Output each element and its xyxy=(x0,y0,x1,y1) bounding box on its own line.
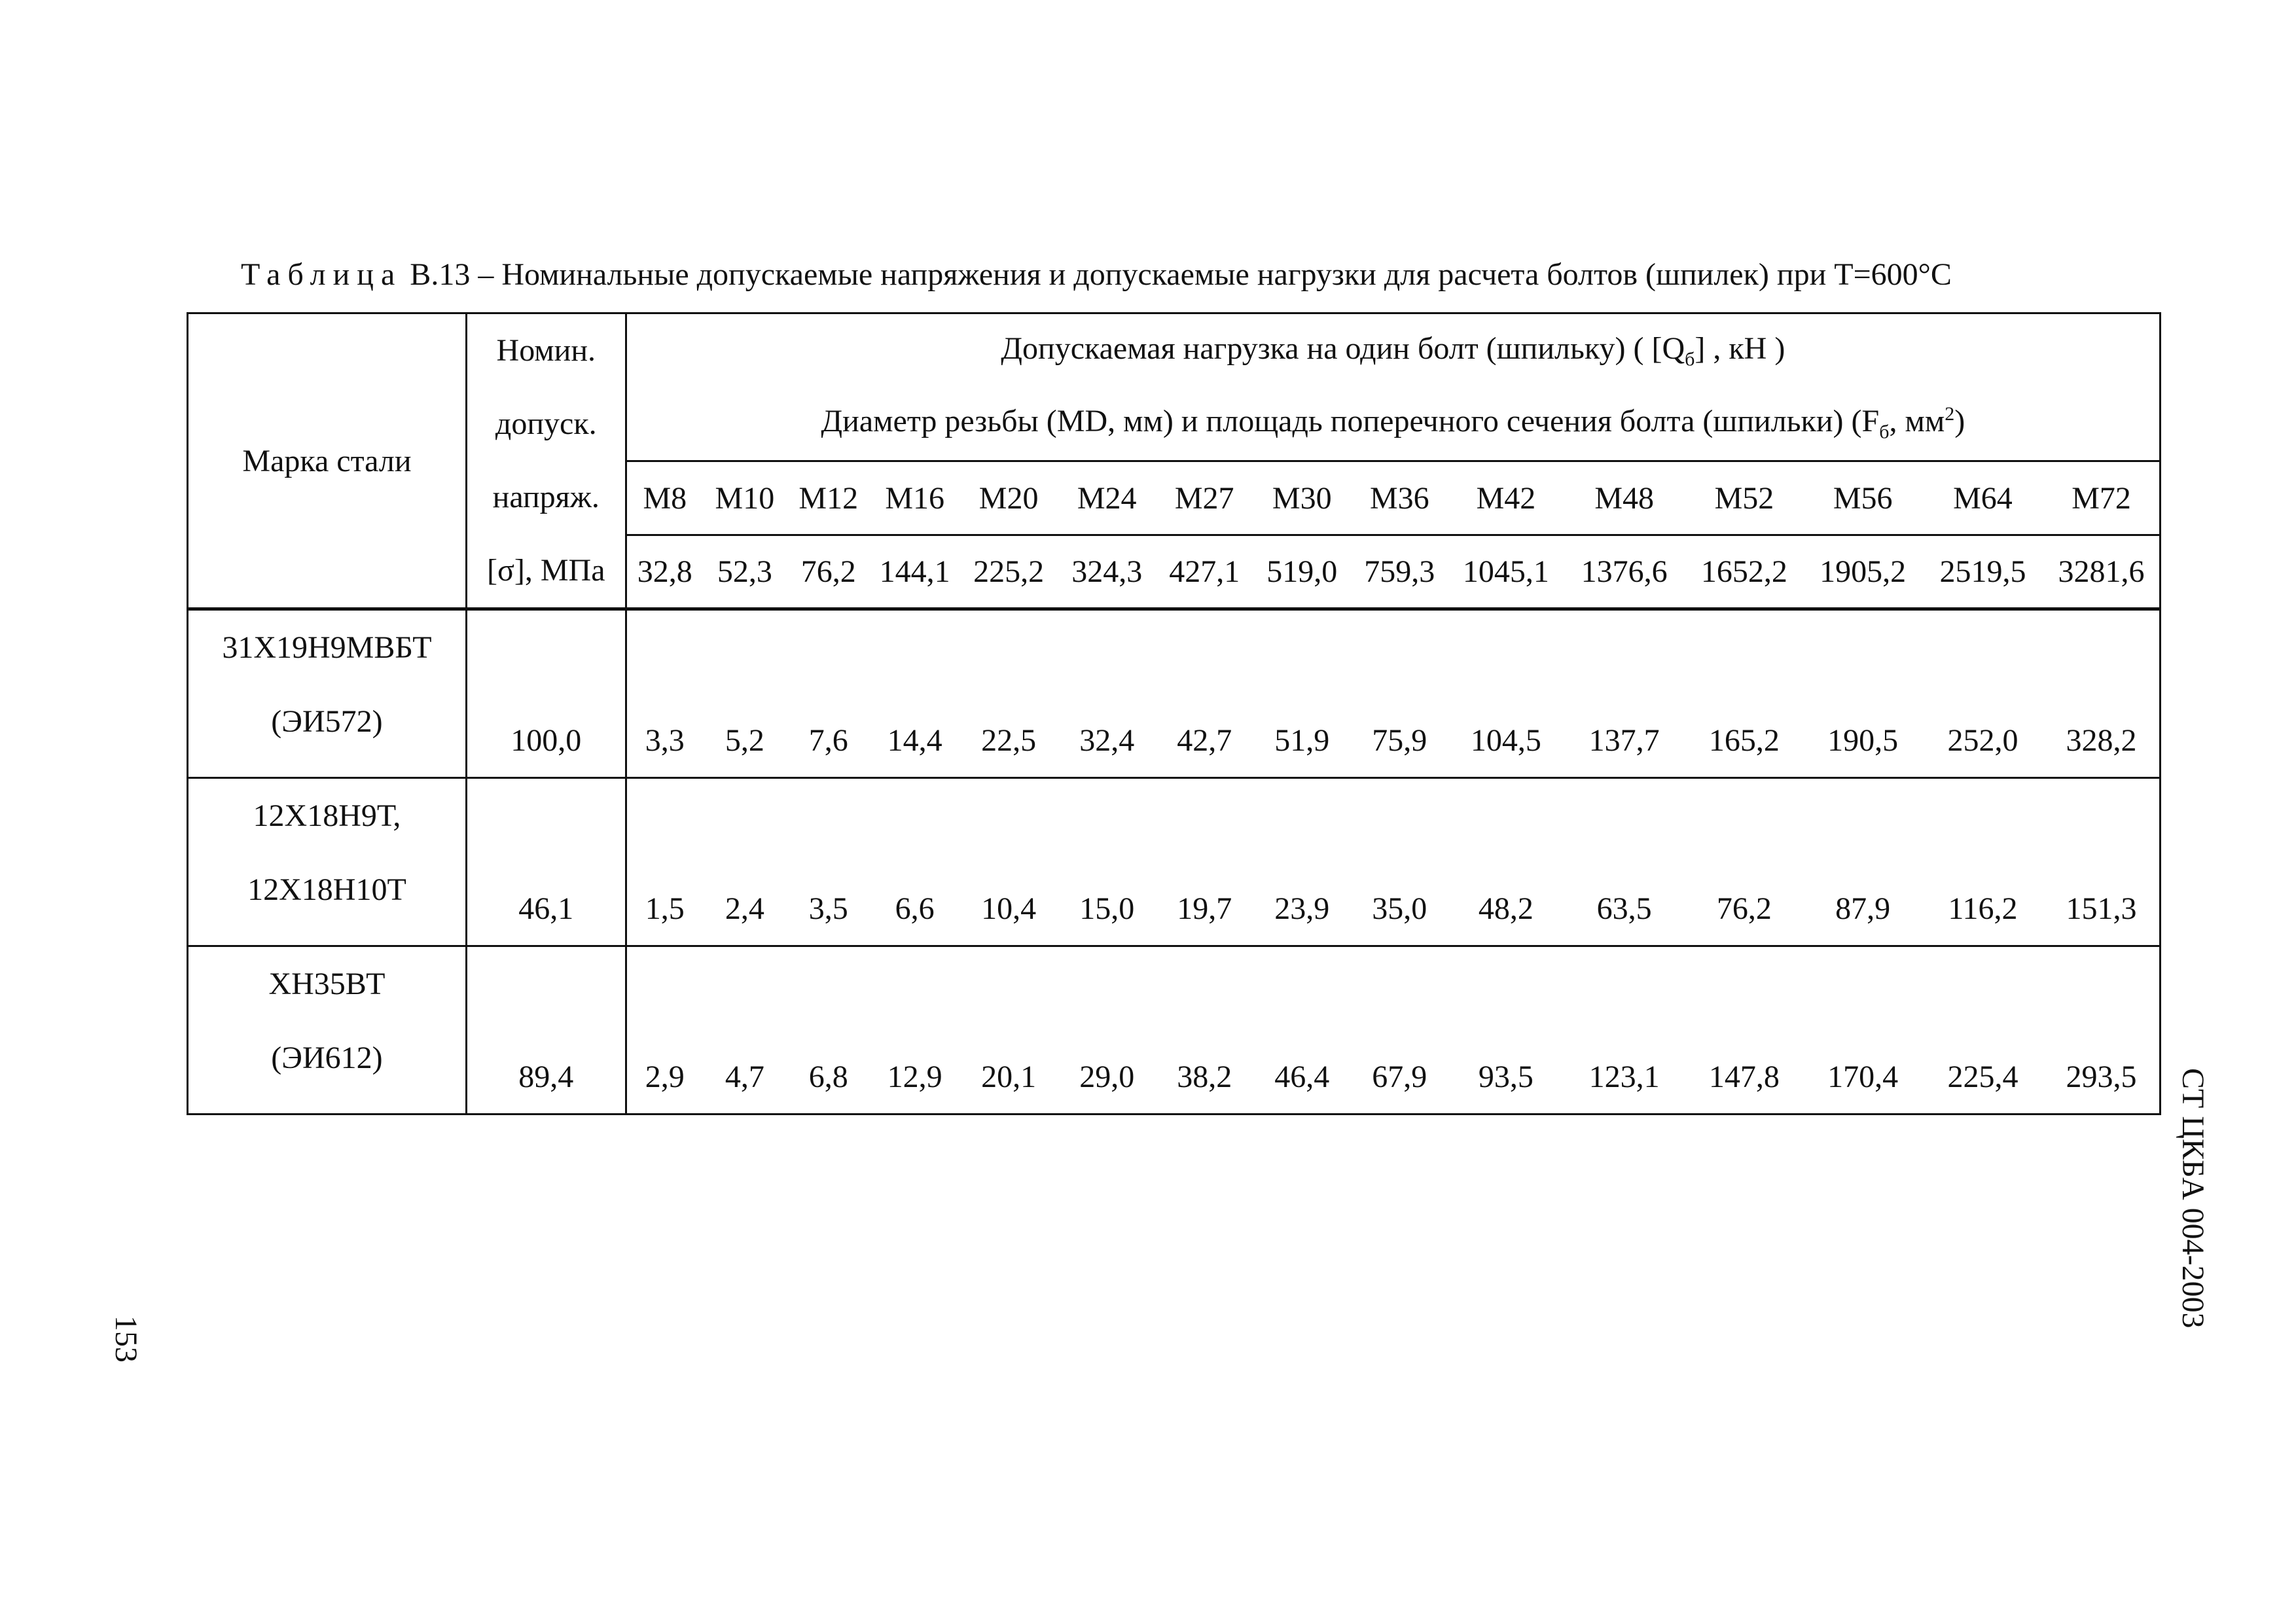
load-value-cell: 165,2 xyxy=(1685,609,1803,778)
caption-text: В.13 – Номинальные допускаемые напряжения и допускаемые нагрузки для расчета болтов (шпилек) при Т=600°С xyxy=(410,257,1952,292)
load-value-cell: 6,8 xyxy=(787,946,870,1115)
table-row xyxy=(188,609,2161,778)
area-cell: 52,3 xyxy=(703,535,787,609)
header-allowable-load xyxy=(626,313,2160,387)
steel-grade-cell xyxy=(188,946,467,1115)
load-value-cell: 3,3 xyxy=(626,609,703,778)
area-cell: 76,2 xyxy=(787,535,870,609)
diameter-cell: M30 xyxy=(1253,461,1351,535)
load-value-cell: 151,3 xyxy=(2043,778,2160,946)
load-header: Допускаемая нагрузка на один болт (шпильку) ( $[Q_б]$ , кН ) xyxy=(1001,330,1785,370)
load-value-cell: 76,2 xyxy=(1685,778,1803,946)
load-value-cell: 116,2 xyxy=(1922,778,2043,946)
load-value-cell: 32,4 xyxy=(1058,609,1156,778)
header-nominal-stress: Номин. допуск. напряж. [σ], МПа xyxy=(466,313,626,609)
area-cell: 519,0 xyxy=(1253,535,1351,609)
load-value-cell: 38,2 xyxy=(1156,946,1253,1115)
area-cell: 1652,2 xyxy=(1685,535,1803,609)
load-value-cell: 6,6 xyxy=(870,778,960,946)
diameter-cell: M12 xyxy=(787,461,870,535)
load-value-cell: 15,0 xyxy=(1058,778,1156,946)
load-value-cell: 170,4 xyxy=(1804,946,1922,1115)
diameter-cell: M72 xyxy=(2043,461,2160,535)
area-cell: 427,1 xyxy=(1156,535,1253,609)
steel-grade-cell xyxy=(188,778,467,946)
area-cell: 225,2 xyxy=(960,535,1058,609)
diameter-cell: M10 xyxy=(703,461,787,535)
diameter-cell: M48 xyxy=(1564,461,1685,535)
diameter-cell: M52 xyxy=(1685,461,1803,535)
caption-prefix: Таблица xyxy=(241,257,403,292)
load-value-cell: 3,5 xyxy=(787,778,870,946)
header-thread-diameter xyxy=(626,387,2160,461)
area-cell: 324,3 xyxy=(1058,535,1156,609)
load-value-cell: 1,5 xyxy=(626,778,703,946)
load-value-cell: 20,1 xyxy=(960,946,1058,1115)
area-cell: 144,1 xyxy=(870,535,960,609)
header-steel-grade: Марка стали xyxy=(188,313,467,609)
load-value-cell: 4,7 xyxy=(703,946,787,1115)
diameter-cell: M56 xyxy=(1804,461,1922,535)
load-value-cell: 147,8 xyxy=(1685,946,1803,1115)
load-value-cell: 2,9 xyxy=(626,946,703,1115)
load-value-cell: 10,4 xyxy=(960,778,1058,946)
load-value-cell: 23,9 xyxy=(1253,778,1351,946)
nominal-stress-cell: 89,4 xyxy=(466,946,626,1115)
diameter-cell: M24 xyxy=(1058,461,1156,535)
table-row xyxy=(188,946,2161,1115)
load-value-cell: 48,2 xyxy=(1448,778,1564,946)
load-value-cell: 190,5 xyxy=(1804,609,1922,778)
load-value-cell: 46,4 xyxy=(1253,946,1351,1115)
load-value-cell: 67,9 xyxy=(1351,946,1448,1115)
load-value-cell: 2,4 xyxy=(703,778,787,946)
diameter-cell: M20 xyxy=(960,461,1058,535)
load-value-cell: 29,0 xyxy=(1058,946,1156,1115)
load-value-cell: 93,5 xyxy=(1448,946,1564,1115)
steel-grade-cell xyxy=(188,609,467,778)
load-value-cell: 35,0 xyxy=(1351,778,1448,946)
diameter-cell: M8 xyxy=(626,461,703,535)
load-value-cell: 42,7 xyxy=(1156,609,1253,778)
load-value-cell: 19,7 xyxy=(1156,778,1253,946)
stress-load-table xyxy=(187,312,2161,1094)
load-value-cell: 75,9 xyxy=(1351,609,1448,778)
area-cell: 32,8 xyxy=(626,535,703,609)
area-cell: 1905,2 xyxy=(1804,535,1922,609)
area-cell: 759,3 xyxy=(1351,535,1448,609)
load-value-cell: 328,2 xyxy=(2043,609,2160,778)
steel-grade-line: 31Х19Н9МВБТ xyxy=(222,630,432,665)
area-cell: 1376,6 xyxy=(1564,535,1685,609)
table-row xyxy=(188,778,2161,946)
data-grid xyxy=(187,312,2161,1115)
steel-grade-line: (ЭИ612) xyxy=(271,1041,383,1075)
load-value-cell: 12,9 xyxy=(870,946,960,1115)
diameter-cell: M16 xyxy=(870,461,960,535)
load-value-cell: 22,5 xyxy=(960,609,1058,778)
load-value-cell: 51,9 xyxy=(1253,609,1351,778)
load-value-cell: 63,5 xyxy=(1564,778,1685,946)
steel-grade-line: 12Х18Н10Т xyxy=(247,872,406,907)
diameter-cell: M36 xyxy=(1351,461,1448,535)
steel-grade-line: 12Х18Н9Т, xyxy=(253,798,401,833)
load-value-cell: 7,6 xyxy=(787,609,870,778)
load-value-cell: 87,9 xyxy=(1804,778,1922,946)
load-value-cell: 14,4 xyxy=(870,609,960,778)
load-value-cell: 293,5 xyxy=(2043,946,2160,1115)
table-caption xyxy=(241,249,2185,301)
area-cell: 3281,6 xyxy=(2043,535,2160,609)
diameter-cell: M64 xyxy=(1922,461,2043,535)
document-code: СТ ЦКБА 004-2003 xyxy=(2176,1068,2210,1329)
load-value-cell: 137,7 xyxy=(1564,609,1685,778)
diameter-cell: M42 xyxy=(1448,461,1564,535)
steel-grade-line: ХН35ВТ xyxy=(268,967,386,1001)
area-cell: 1045,1 xyxy=(1448,535,1564,609)
nominal-stress-cell: 100,0 xyxy=(466,609,626,778)
area-cell: 2519,5 xyxy=(1922,535,2043,609)
load-value-cell: 225,4 xyxy=(1922,946,2043,1115)
diameter-header: Диаметр резьбы (MD, мм) и площадь поперечного сечения болта (шпильки) ($F_б$, $мм^2$) xyxy=(821,403,1965,444)
steel-grade-line: (ЭИ572) xyxy=(271,704,383,739)
load-value-cell: 5,2 xyxy=(703,609,787,778)
diameter-cell: M27 xyxy=(1156,461,1253,535)
load-value-cell: 104,5 xyxy=(1448,609,1564,778)
load-value-cell: 252,0 xyxy=(1922,609,2043,778)
nominal-stress-cell: 46,1 xyxy=(466,778,626,946)
page-number: 153 xyxy=(109,1315,143,1363)
load-value-cell: 123,1 xyxy=(1564,946,1685,1115)
